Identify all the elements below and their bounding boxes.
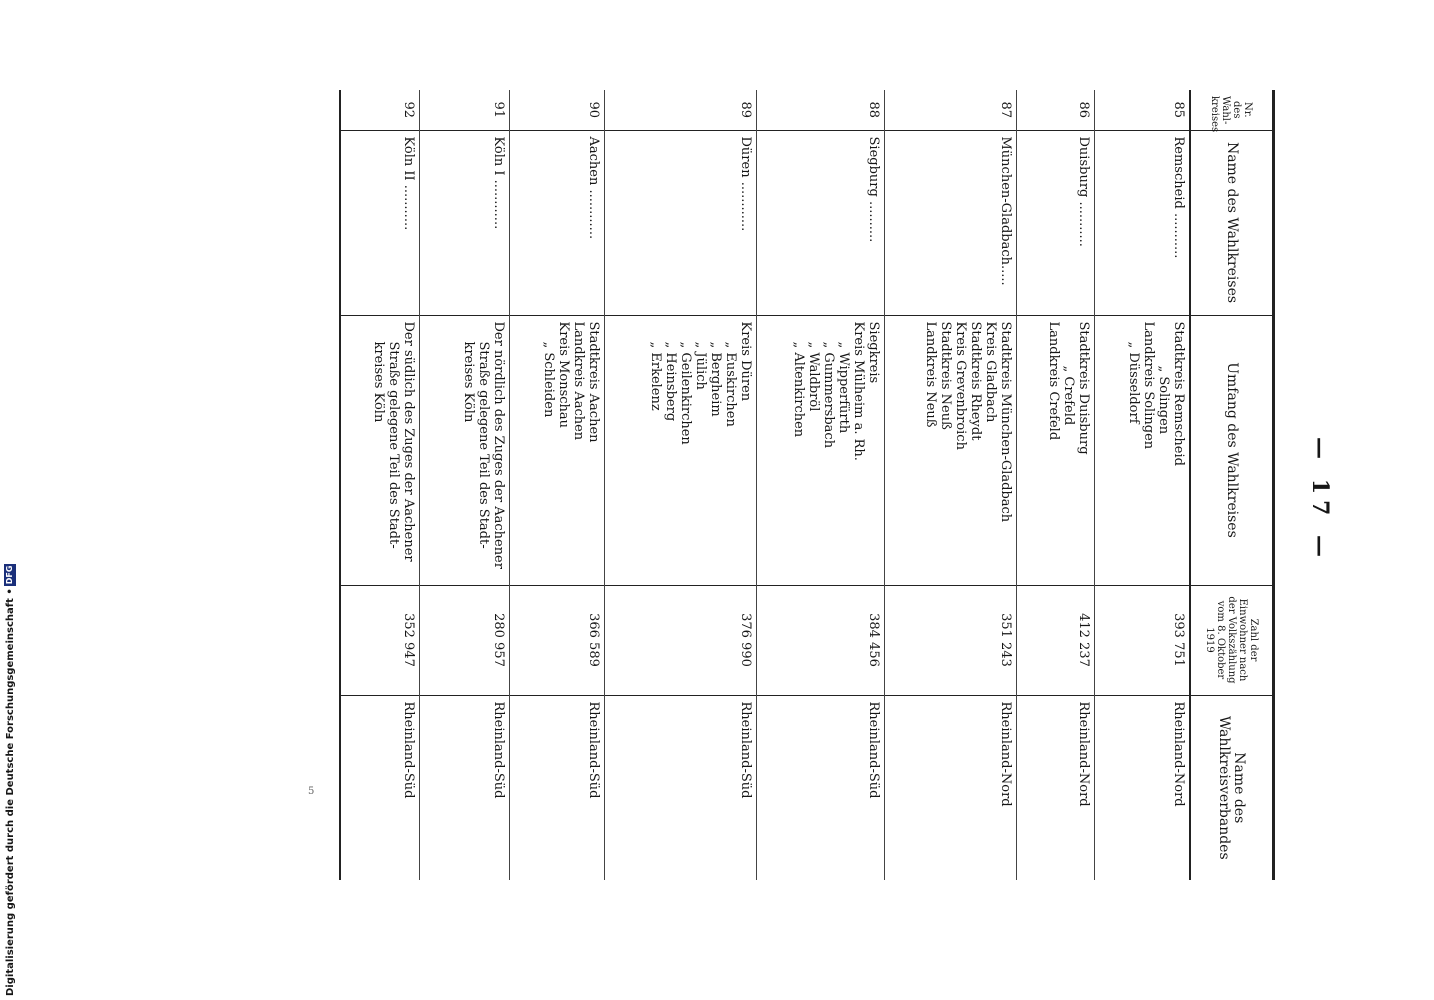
umfang-line: Landkreis Crefeld — [1046, 321, 1062, 441]
umfang-line: „ Wipperfürth — [836, 341, 852, 434]
umfang-line: „ Düsseldorf — [1126, 341, 1141, 424]
cell-verband: Rheinland-Süd — [420, 695, 510, 880]
cell-einwohner: 352 947 — [340, 585, 420, 695]
umfang-line: „ Solingen — [1156, 365, 1171, 435]
cell-umfang — [420, 315, 510, 585]
dfg-logo: DFG — [5, 565, 14, 585]
cell-name: Köln II ........... — [340, 130, 420, 315]
table-row — [340, 90, 420, 880]
header-einwohner: Zahl der Einwohner nach der Volkszählung vom 8. Oktober 1919 — [1190, 585, 1274, 695]
umfang-line: Stadtkreis Neuß — [938, 321, 954, 430]
table-row — [605, 90, 757, 880]
umfang-line: Kreis Grevenbroich — [953, 321, 969, 450]
umfang-line: Kreis Monschau — [556, 321, 572, 429]
rotated-page — [325, 90, 1333, 880]
cell-verband: Rheinland-Süd — [605, 695, 757, 880]
cell-name: Siegburg .......... — [757, 130, 885, 315]
header-row — [1190, 90, 1274, 880]
umfang-line: Kreis Düren — [738, 321, 754, 402]
umfang-line: Landkreis Neuß — [923, 321, 939, 428]
umfang-line: „ Gummersbach — [821, 341, 837, 449]
umfang-line: Der südlich des Zuges der Aachener — [401, 321, 417, 562]
cell-verband: Rheinland-Süd — [757, 695, 885, 880]
header-umfang: Umfang des Wahlkreises — [1190, 315, 1274, 585]
umfang-line: Stadtkreis München-Gladbach — [998, 321, 1014, 523]
cell-nr: 91 — [420, 90, 510, 130]
umfang-line: kreises Köln — [461, 341, 477, 423]
cell-nr: 85 — [1095, 90, 1190, 130]
cell-name: Aachen ............ — [510, 130, 605, 315]
credit-text: Digitalisierung gefördert durch die Deutsche Forschungsgemeinschaft • — [4, 588, 16, 996]
cell-nr: 92 — [340, 90, 420, 130]
cell-einwohner: 376 990 — [605, 585, 757, 695]
cell-umfang — [510, 315, 605, 585]
cell-einwohner: 384 456 — [757, 585, 885, 695]
header-verband: Name des Wahlkreisverbandes — [1190, 695, 1274, 880]
umfang-line: kreises Köln — [371, 341, 387, 423]
table-row — [1095, 90, 1190, 880]
umfang-line: „ Heinsberg — [663, 341, 679, 422]
cell-umfang — [1095, 315, 1190, 585]
umfang-line: „ Geilenkirchen — [678, 341, 694, 445]
umfang-line: Straße gelegene Teil des Stadt- — [386, 341, 402, 549]
cell-verband: Rheinland-Nord — [1017, 695, 1095, 880]
cell-einwohner: 393 751 — [1095, 585, 1190, 695]
cell-name: Duisburg ........... — [1017, 130, 1095, 315]
umfang-line: „ Erkelenz — [648, 341, 664, 411]
table-row — [1017, 90, 1095, 880]
umfang-line: Kreis Gladbach — [983, 321, 999, 423]
cell-verband: Rheinland-Nord — [1095, 695, 1190, 880]
umfang-line: „ Bergheim — [708, 341, 724, 417]
umfang-line: „ Schleiden — [541, 341, 557, 418]
umfang-line: Der nördlich des Zuges der Aachener — [491, 321, 507, 569]
cell-nr: 89 — [605, 90, 757, 130]
digitization-credit — [3, 565, 17, 996]
wahlkreis-table — [339, 90, 1275, 880]
umfang-line: „ Jülich — [693, 341, 709, 390]
cell-name: Köln I ............ — [420, 130, 510, 315]
cell-nr: 87 — [885, 90, 1017, 130]
header-name: Name des Wahlkreises — [1190, 130, 1274, 315]
cell-umfang — [340, 315, 420, 585]
umfang-line: „ Waldbröl — [806, 341, 822, 412]
stray-mark: 5 — [308, 786, 315, 797]
table-row — [420, 90, 510, 880]
umfang-line: „ Crefeld — [1061, 365, 1077, 426]
cell-einwohner: 412 237 — [1017, 585, 1095, 695]
page-number: — 17 — — [1307, 437, 1333, 563]
table-row — [510, 90, 605, 880]
table-row — [757, 90, 885, 880]
umfang-line: „ Euskirchen — [723, 341, 739, 427]
table-row — [885, 90, 1017, 880]
cell-umfang — [1017, 315, 1095, 585]
cell-name: München-Gladbach..... — [885, 130, 1017, 315]
cell-verband: Rheinland-Süd — [510, 695, 605, 880]
umfang-line: Siegkreis — [866, 321, 882, 384]
umfang-line: Stadtkreis Aachen — [586, 321, 602, 443]
umfang-line: Landkreis Solingen — [1141, 321, 1156, 450]
cell-nr: 88 — [757, 90, 885, 130]
cell-name: Remscheid ........... — [1095, 130, 1190, 315]
umfang-line: Kreis Mülheim a. Rh. — [851, 321, 867, 461]
umfang-line: Landkreis Aachen — [571, 321, 587, 441]
cell-umfang — [605, 315, 757, 585]
cell-umfang — [885, 315, 1017, 585]
umfang-line: Stadtkreis Duisburg — [1076, 321, 1092, 455]
umfang-line: Straße gelegene Teil des Stadt- — [476, 341, 492, 549]
cell-name: Düren ............ — [605, 130, 757, 315]
umfang-line: „ Altenkirchen — [791, 341, 807, 438]
cell-einwohner: 351 243 — [885, 585, 1017, 695]
cell-einwohner: 280 957 — [420, 585, 510, 695]
header-nr: Nr. des Wahl-kreises — [1190, 90, 1274, 130]
cell-einwohner: 366 589 — [510, 585, 605, 695]
umfang-line: Stadtkreis Rheydt — [968, 321, 984, 441]
cell-verband: Rheinland-Süd — [340, 695, 420, 880]
cell-verband: Rheinland-Nord — [885, 695, 1017, 880]
cell-nr: 86 — [1017, 90, 1095, 130]
umfang-line: Stadtkreis Remscheid — [1171, 321, 1186, 466]
cell-umfang — [757, 315, 885, 585]
cell-nr: 90 — [510, 90, 605, 130]
